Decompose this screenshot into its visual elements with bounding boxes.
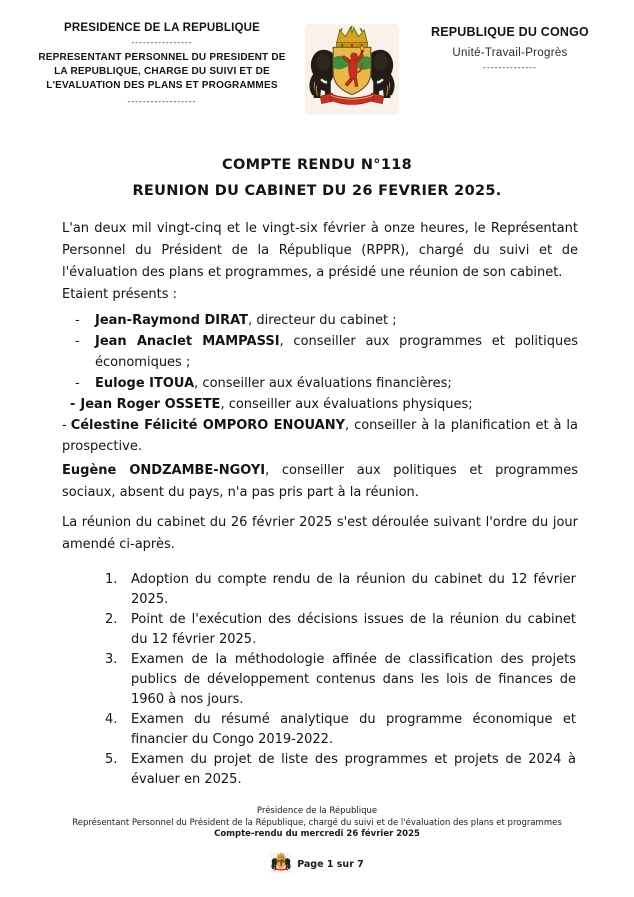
attendee-role: , directeur du cabinet ; (248, 313, 397, 328)
document-body (62, 218, 578, 790)
agenda-item (105, 750, 578, 790)
attendee-role: , conseiller aux évaluations physiques; (220, 397, 473, 412)
letterhead (0, 0, 634, 120)
list-item (62, 373, 578, 394)
letterhead-right-block (404, 22, 616, 76)
absent-paragraph (62, 460, 578, 504)
agenda-item (105, 610, 578, 650)
agenda-text: Examen du projet de liste des programmes et projets de 2024 à évaluer en 2025. (131, 752, 576, 787)
agenda-number: 4. (105, 712, 118, 727)
footer-line-1: Présidence de la République (256, 806, 378, 816)
page-number: Page 1 sur 7 (297, 859, 364, 870)
congo-coat-of-arms-icon (300, 22, 404, 120)
footer-line-2: Représentant Personnel du Président de la République, chargé du suivi et de l'évaluation des plans et programmes (72, 817, 562, 828)
agenda-intro-paragraph: La réunion du cabinet du 26 février 2025 s'est déroulée suivant l'ordre du jour amendé ci-après. (62, 515, 578, 552)
attendee-name: Jean Anaclet MAMPASSI (95, 334, 280, 349)
list-item (62, 331, 578, 373)
attendee-role: , conseiller aux évaluations financières; (194, 376, 452, 391)
bullet-dash: - (75, 334, 80, 349)
list-item (62, 415, 578, 457)
list-item (62, 310, 578, 331)
agenda-item (105, 650, 578, 710)
attendee-name: Euloge ITOUA (95, 376, 195, 391)
agenda-item (105, 570, 578, 610)
republic-title: REPUBLIQUE DU CONGO (431, 25, 589, 39)
attendee-name: Jean-Raymond DIRAT (95, 313, 249, 328)
page-footer (0, 806, 634, 880)
list-item (62, 394, 578, 415)
divider-dashes: -------------- (483, 62, 537, 72)
intro-paragraph: L'an deux mil vingt-cinq et le vingt-six février à onze heures, le Représentant Personnel du Président de la République (RPPR), chargé du suivi et de l'évaluation des plans et programmes, a présidé une réunion de son cabinet. (62, 221, 578, 280)
present-label: Etaient présents : (62, 287, 178, 302)
divider-dashes: ---------------- (131, 37, 193, 47)
national-motto: Unité-Travail-Progrès (452, 47, 568, 59)
page-number-row (0, 850, 634, 881)
bullet-dash: - (75, 376, 80, 391)
agenda-number: 5. (105, 752, 118, 767)
bullet-dash: - (62, 418, 67, 433)
footer-line-3: Compte-rendu du mercredi 26 février 2025 (214, 829, 420, 839)
agenda-text: Examen de la méthodologie affinée de classification des projets publics de développement contenus dans les lois de finances de 1960 à nos jours. (131, 652, 576, 707)
agenda-text: Point de l'exécution des décisions issues de la réunion du cabinet du 12 février 2025. (131, 612, 576, 647)
agenda-number: 1. (105, 572, 118, 587)
absent-rest: , conseiller aux politiques et programmes sociaux, absent du pays, n'a pas pris part à la réunion. (62, 463, 578, 500)
title-line-2: REUNION DU CABINET DU 26 FEVRIER 2025. (132, 183, 502, 199)
rppr-subtitle: REPRESENTANT PERSONNEL DU PRESIDENT DE LA REPUBLIQUE, CHARGE DU SUIVI ET DE L'EVALUATION DES PLANS ET PROGRAMMES (38, 52, 286, 91)
attendee-list (62, 310, 578, 457)
agenda-text: Examen du résumé analytique du programme économique et financier du Congo 2019-2022. (131, 712, 576, 747)
bullet-dash: - (70, 397, 76, 412)
title-line-1: COMPTE RENDU N°118 (222, 157, 412, 173)
agenda-number: 2. (105, 612, 118, 627)
absent-name: Eugène ONDZAMBE-NGOYI (62, 463, 266, 478)
bullet-dash: - (75, 313, 80, 328)
document-title (0, 152, 634, 204)
agenda-item (105, 710, 578, 750)
divider-dashes: ------------------ (127, 96, 197, 106)
letterhead-left-block (36, 22, 288, 110)
congo-coat-of-arms-mini-icon (270, 850, 292, 881)
attendee-role: , conseiller à la planification et à la prospective. (62, 418, 579, 454)
attendee-name: Jean Roger OSSETE (80, 397, 221, 412)
presidency-title: PRESIDENCE DE LA REPUBLIQUE (63, 22, 261, 34)
agenda-number: 3. (105, 652, 118, 667)
agenda-list (105, 570, 578, 790)
agenda-text: Adoption du compte rendu de la réunion du cabinet du 12 février 2025. (131, 572, 576, 607)
attendee-role: , conseiller aux programmes et politiques économiques ; (95, 334, 578, 370)
attendee-name: Célestine Félicité OMPORO ENOUANY (70, 418, 346, 433)
